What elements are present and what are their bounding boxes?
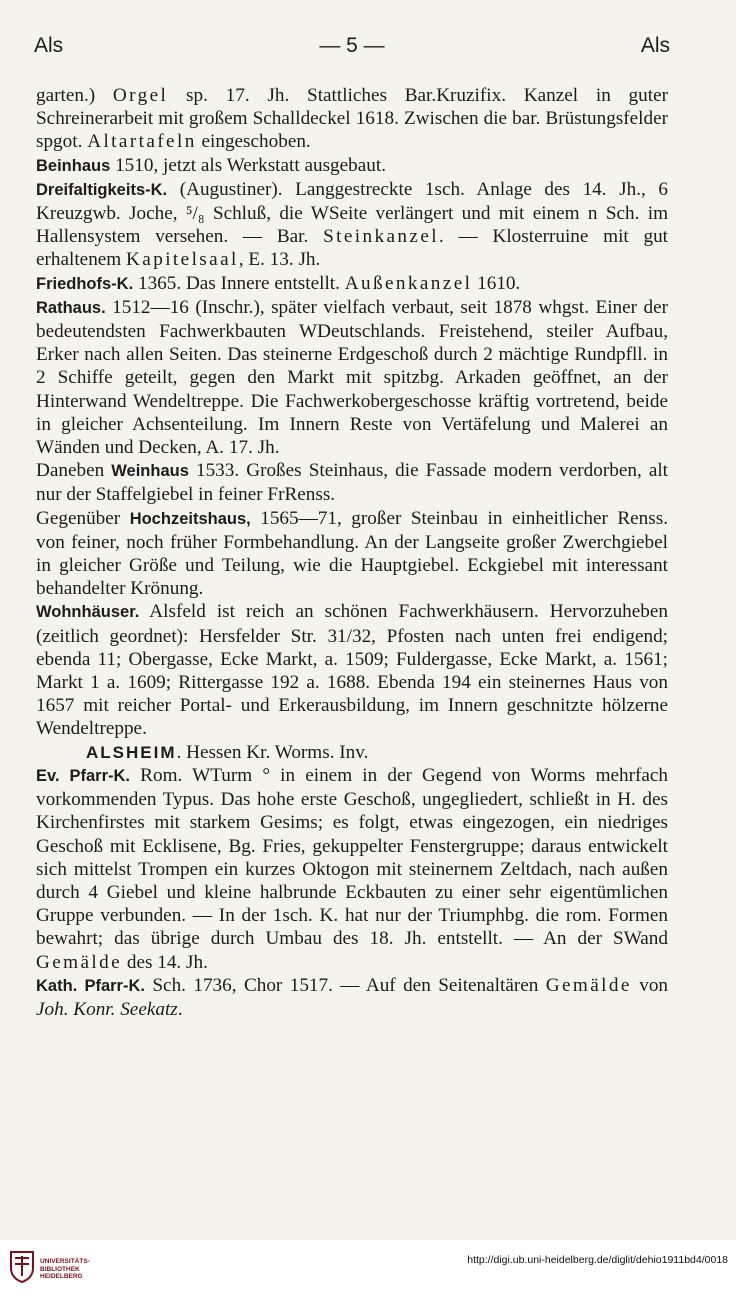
- library-name-line: HEIDELBERG: [40, 1273, 83, 1280]
- text-run: . — Klosterruine mit gut erhaltenem: [36, 226, 669, 271]
- emphasized-term: Steinkanzel: [323, 226, 439, 248]
- text-run: 1565—71, großer Steinbau in einheitlicher Renss. von feiner, noch früher Formbehandlung. An der Langseite großer Zwerchgiebel in gleicher Größe und Teilung, wie die Hauptgiebel. Eckgiebel mit interessant behandelter Krönung.: [36, 507, 668, 600]
- header-left-keyword: Als: [34, 34, 64, 57]
- text-run: Rom. WTurm ° in einem in der Gegend von Worms mehrfach vorkommenden Typus. Das hohe erste Geschoß, ungegliedert, schließt in H. des Kirchenfirstes mit starkem Gesims; es folgt, etwas eingezogen, ein niedriges Geschoß mit Ecklisene, Bg. Fries, gekuppelter Fenstergruppe; daraus entwickelt sich mittelst Trompen ein kurzes Oktogon mit steinernem Zeltdach, nach außen durch 4 Giebel und kleine halbrunde Eckbauten zu einer sehr eigentümlichen Gruppe verbunden. — In der 1sch. K. hat nur der Triumphbg. die rom. Formen bewahrt; das übrige durch Umbau des 18. Jh. entstellt. — An der SWand: [36, 764, 669, 950]
- paragraph: [36, 154, 668, 178]
- university-seal-icon: [8, 1248, 36, 1284]
- text-run: , E. 13. Jh.: [238, 249, 321, 271]
- text-run: garten.): [36, 85, 113, 106]
- paragraph: [36, 741, 668, 764]
- text-run: des 14. Jh.: [122, 951, 208, 973]
- library-name-line: BIBLIOTHEK: [40, 1265, 80, 1273]
- entry-heading: ALSHEIM: [86, 742, 177, 762]
- library-name-line: UNIVERSITÄTS-: [40, 1258, 90, 1265]
- text-run: Daneben: [36, 460, 112, 482]
- library-name: [40, 1258, 90, 1281]
- entry-heading: Friedhofs-K.: [36, 274, 134, 293]
- emphasized-term: Gemälde: [545, 974, 632, 996]
- entry-heading: Ev. Pfarr-K.: [36, 766, 131, 785]
- paragraph: [36, 974, 668, 1021]
- text-run: Sch. 1736, Chor 1517. — Auf den Seitenaltären: [144, 974, 546, 996]
- text-run: 1512—16 (Inschr.), später vielfach verbaut, seit 1878 whgst. Einer der bedeutendsten Fachwerkbauten WDeutschlands. Freistehend, steiler Aufbau, Erker nach allen Seiten. Das steinerne Erdgeschoß durch 2 mächtige Rundpfll. in 2 Schiffe geteilt, gegen den Markt mit spitzbg. Arkaden geöffnet, an der Hinterwand Wendeltreppe. Die Fachwerkobergeschosse kräftig vortretend, beide in gleicher Achsenteilung. Im Innern Reste von Vertäfelung und Malerei an Wänden und Decken, A. 17. Jh.: [36, 296, 668, 459]
- text-run: 1533. Großes Steinhaus, die Fassade modern verdorben, alt nur der Staffelgiebel in feiner FrRenss.: [36, 460, 669, 506]
- emphasized-term: Gemälde: [36, 951, 123, 973]
- text-run: .: [177, 998, 183, 1020]
- text-run: 1610.: [472, 272, 521, 294]
- entry-heading: Rathaus.: [36, 298, 106, 317]
- paragraph: [36, 296, 668, 459]
- page-number: — 5 —: [319, 34, 385, 57]
- text-run: (Augustiner). Langgestreckte 1sch. Anlage des 14. Jh., 6 Kreuzgwb. Joche, ⁵/₈ Schluß, die WSeite verlängert und mit einem n Sch. im Hallensystem versehen. — Bar.: [36, 178, 668, 248]
- entry-heading: Wohnhäuser.: [36, 603, 140, 622]
- emphasized-term: Kapitelsaal: [126, 249, 239, 271]
- emphasized-term: Altartafeln: [87, 131, 197, 153]
- library-logo[interactable]: [8, 1248, 108, 1286]
- paragraph: [36, 459, 668, 506]
- entry-heading: Beinhaus: [36, 156, 111, 175]
- header-right-keyword: Als: [640, 34, 670, 57]
- library-footer: [0, 1240, 736, 1295]
- text-run: 1510, jetzt als Werkstatt ausgebaut.: [110, 154, 386, 176]
- entry-heading: Kath. Pfarr-K.: [36, 976, 145, 995]
- running-header: [34, 34, 670, 64]
- text-run: Gegenüber: [36, 507, 130, 529]
- entry-heading: Weinhaus: [111, 462, 189, 481]
- paragraph: [36, 764, 668, 974]
- paragraph: [36, 178, 668, 272]
- text-run: Alsfeld ist reich an schönen Fachwerkhäusern. Hervorzuheben (zeitlich geordnet): Hersfelder Str. 31/32, Pfosten nach unten frei endigend; ebenda 11; Obergasse, Ecke Markt, a. 1509; Fuldergasse, Ecke Markt, a. 1561; Markt 1 a. 1609; Rittergasse 192 a. 1688. Ebenda 194 ein steinernes Haus von 1657 mit reicher Portal- und Erkerausbildung, im Innern geschnitzte hölzerne Wendeltreppe.: [36, 601, 668, 740]
- text-run: . Hessen Kr. Worms. Inv.: [176, 741, 369, 763]
- entry-heading: Hochzeitshaus,: [129, 509, 251, 528]
- text-run: sp. 17. Jh. Stattliches Bar.Kruzifix. Kanzel in guter Schreinerarbeit mit großem Schalldeckel 1618. Zwischen die bar. Brüstungsfelder spgot.: [36, 85, 668, 153]
- emphasized-term: Orgel: [112, 85, 169, 106]
- entry-heading: Dreifaltigkeits-K.: [36, 180, 168, 199]
- text-run: von: [631, 974, 668, 996]
- text-run: 1365. Das Innere entstellt.: [133, 272, 345, 294]
- body-text: [36, 84, 668, 1021]
- artist-name: Joh. Konr. Seekatz: [36, 998, 178, 1020]
- text-run: eingeschoben.: [196, 131, 311, 153]
- paragraph: [36, 507, 668, 601]
- paragraph: [36, 272, 668, 296]
- paragraph: [36, 600, 668, 740]
- emphasized-term: Außenkanzel: [344, 272, 473, 294]
- paragraph: [36, 84, 668, 154]
- permalink-url[interactable]: http://digi.ub.uni-heidelberg.de/diglit/dehio1911bd4/0018: [467, 1254, 728, 1266]
